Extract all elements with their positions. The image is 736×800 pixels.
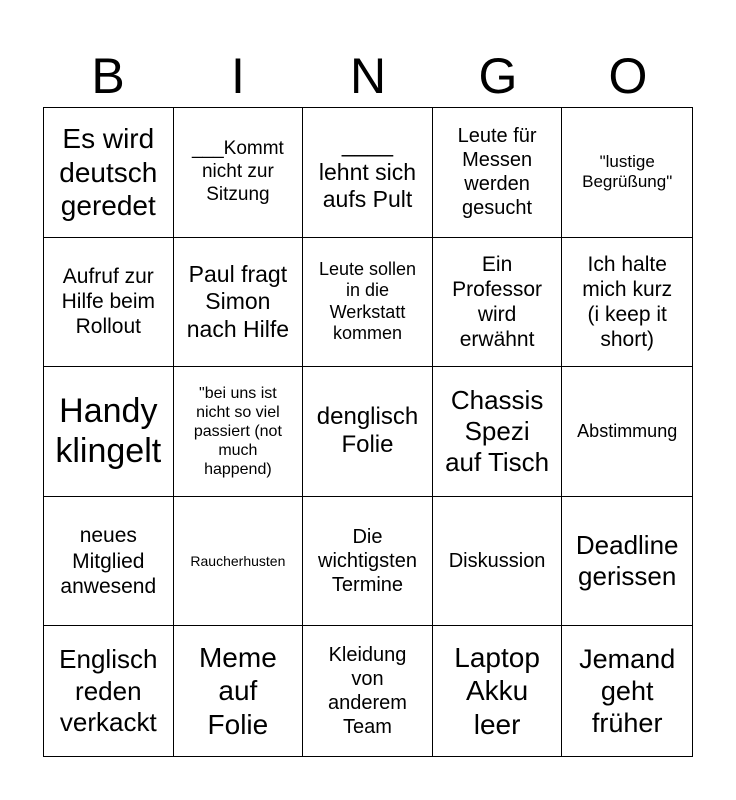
- header-letter-n: N: [349, 48, 387, 104]
- cell-text: Meme auf Folie: [198, 641, 277, 740]
- bingo-cell-r4-c3[interactable]: [303, 497, 433, 627]
- bingo-cell-r4-c4[interactable]: [433, 497, 563, 627]
- bingo-cell-r5-c5[interactable]: [562, 626, 692, 756]
- cell-text: ___Kommt nicht zur Sitzung: [191, 138, 284, 205]
- bingo-cell-r3-c2[interactable]: [174, 367, 304, 497]
- cell-text: Raucherhusten: [190, 552, 286, 569]
- bingo-cell-r4-c5[interactable]: [562, 497, 692, 627]
- cell-text: Ein Professor wird erwähnt: [452, 252, 543, 352]
- bingo-cell-r4-c1[interactable]: [44, 497, 174, 627]
- bingo-cell-r5-c2[interactable]: [174, 626, 304, 756]
- bingo-cell-r2-c4[interactable]: [433, 238, 563, 368]
- cell-text: Diskussion: [448, 550, 546, 573]
- cell-text: "bei uns ist nicht so viel passiert (not much happend): [193, 384, 282, 479]
- cell-text: Kleidung von anderem Team: [328, 644, 407, 739]
- header-letter-g: G: [478, 48, 518, 104]
- cell-text: Paul fragt Simon nach Hilfe: [186, 260, 290, 342]
- cell-text: Leute für Messen werden gesucht: [457, 125, 537, 220]
- cell-text: Aufruf zur Hilfe beim Rollout: [61, 265, 155, 339]
- bingo-cell-r1-c4[interactable]: [433, 108, 563, 238]
- bingo-cell-r1-c2[interactable]: [174, 108, 304, 238]
- bingo-cell-r2-c3[interactable]: [303, 238, 433, 368]
- cell-text: Englisch reden verkackt: [59, 644, 158, 737]
- bingo-cell-r5-c4[interactable]: [433, 626, 563, 756]
- cell-text: Abstimmung: [577, 420, 678, 441]
- bingo-cell-r1-c1[interactable]: [44, 108, 174, 238]
- cell-text: ____ lehnt sich aufs Pult: [318, 130, 417, 213]
- cell-text: Handy klingelt: [55, 391, 162, 471]
- cell-text: Ich halte mich kurz (i keep it short): [582, 252, 673, 352]
- header-letter-o: O: [608, 48, 648, 104]
- bingo-cell-r1-c5[interactable]: [562, 108, 692, 238]
- cell-text: Die wichtigsten Termine: [318, 526, 417, 597]
- bingo-cell-r2-c2[interactable]: [174, 238, 304, 368]
- bingo-cell-r5-c3[interactable]: [303, 626, 433, 756]
- cell-text: neues Mitglied anwesend: [60, 524, 157, 598]
- cell-text: "lustige Begrüßung": [582, 151, 673, 192]
- cell-text: Leute sollen in die Werkstatt kommen: [318, 258, 417, 344]
- bingo-cell-r3-c4[interactable]: [433, 367, 563, 497]
- bingo-cell-r5-c1[interactable]: [44, 626, 174, 756]
- bingo-header: [43, 44, 693, 108]
- bingo-board: [43, 107, 693, 757]
- cell-text: Jemand geht früher: [579, 643, 676, 739]
- header-letter-b: B: [91, 48, 125, 104]
- bingo-cell-r1-c3[interactable]: [303, 108, 433, 238]
- cell-text: Es wird deutsch geredet: [59, 122, 158, 222]
- bingo-cell-r3-c1[interactable]: [44, 367, 174, 497]
- cell-text: Deadline gerissen: [575, 529, 679, 592]
- cell-text: Laptop Akku leer: [454, 641, 540, 740]
- bingo-cell-r3-c5[interactable]: [562, 367, 692, 497]
- bingo-cell-r2-c1[interactable]: [44, 238, 174, 368]
- bingo-cell-r2-c5[interactable]: [562, 238, 692, 368]
- cell-text: denglisch Folie: [316, 402, 419, 459]
- bingo-cell-r3-c3[interactable]: [303, 367, 433, 497]
- cell-text: Chassis Spezi auf Tisch: [445, 384, 550, 478]
- bingo-cell-r4-c2[interactable]: [174, 497, 304, 627]
- header-letter-i: I: [231, 48, 245, 104]
